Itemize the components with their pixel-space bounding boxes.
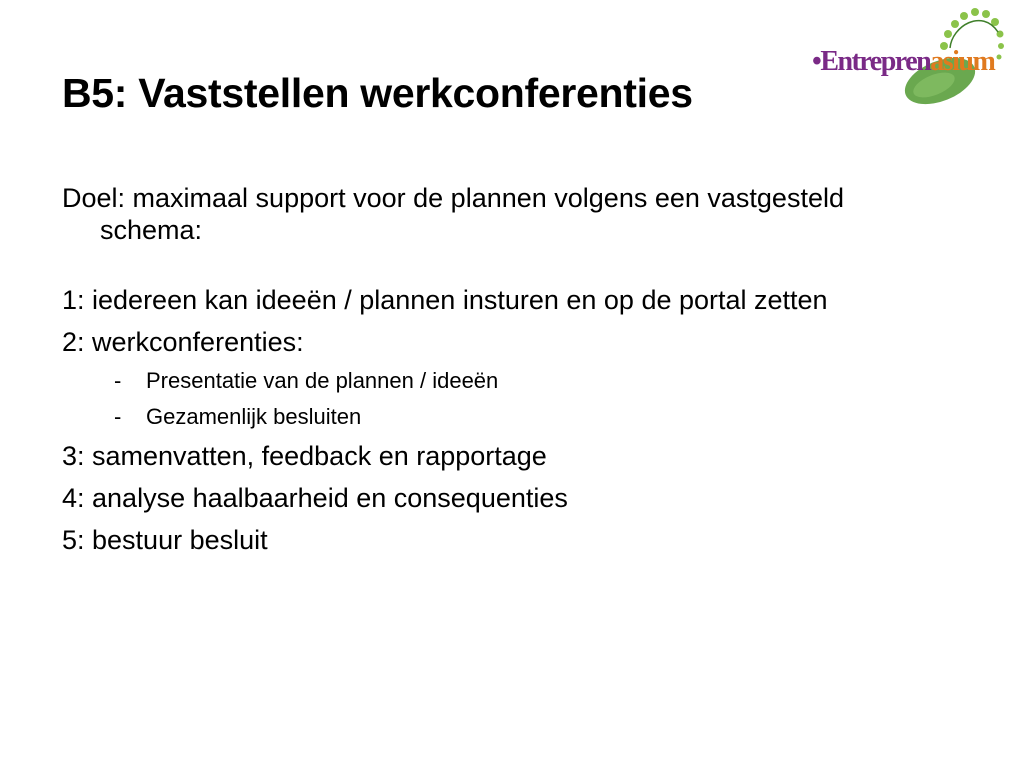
logo-bullet: •: [812, 46, 821, 77]
sublist-dash: -: [114, 368, 122, 393]
list-item-5: 5: bestuur besluit: [62, 525, 268, 555]
logo-text-main: Entrepren: [820, 46, 931, 77]
entreprenasium-logo: [800, 4, 1006, 108]
list-item-4: 4: analyse haalbaarheid en consequenties: [62, 483, 568, 513]
sublist-item-text: Gezamenlijk besluiten: [146, 404, 362, 429]
list-item-3: 3: samenvatten, feedback en rapportage: [62, 441, 547, 471]
list-item-2: 2: werkconferenties:: [62, 327, 304, 357]
sublist-item-text: Presentatie van de plannen / ideeën: [146, 368, 499, 393]
sublist-item-1: [62, 368, 942, 394]
list-item-1: 1: iedereen kan ideeën / plannen insturen en op de portal zetten: [62, 285, 828, 315]
slide-title: B5: Vaststellen werkconferenties: [62, 70, 693, 116]
logo-text-accent: asium: [930, 46, 995, 77]
intro-paragraph: Doel: maximaal support voor de plannen volgens een vastgesteld schema:: [62, 183, 844, 245]
slide-body: [62, 182, 942, 556]
logo-wordmark: [812, 46, 994, 78]
sublist-item-2: [62, 404, 942, 430]
sublist-dash: -: [114, 404, 122, 429]
